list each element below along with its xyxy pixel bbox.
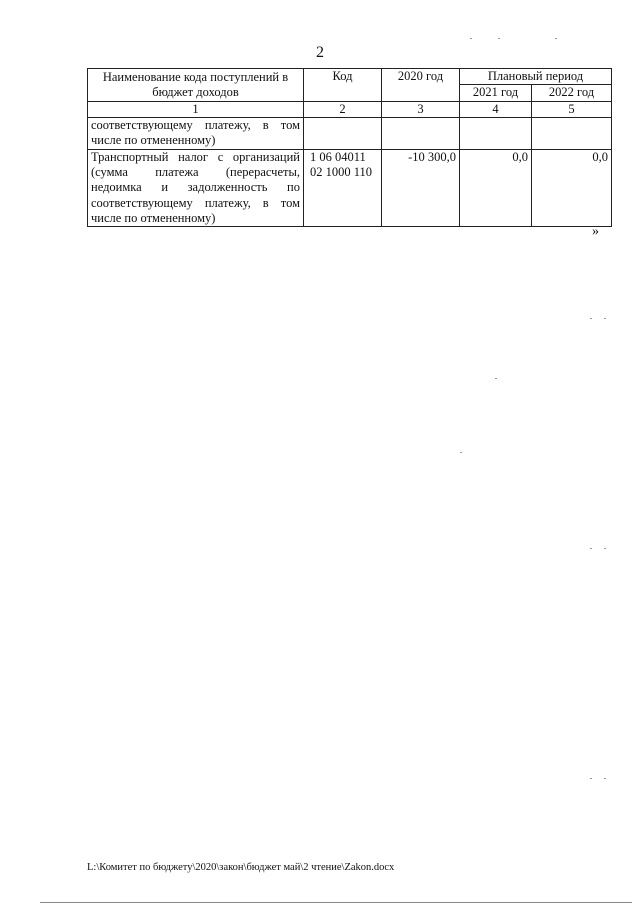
scan-speck — [590, 318, 592, 319]
scan-speck — [604, 548, 606, 549]
row-2022: 0,0 — [532, 149, 612, 226]
row-code — [304, 117, 382, 149]
row-2020 — [382, 117, 460, 149]
scan-speck — [590, 548, 592, 549]
col-number: 4 — [460, 101, 532, 117]
scan-speck — [495, 378, 497, 379]
header-2022: 2022 год — [532, 85, 612, 101]
col-number: 1 — [88, 101, 304, 117]
revenue-table — [87, 68, 612, 227]
col-number: 2 — [304, 101, 382, 117]
scan-speck — [555, 38, 557, 39]
scan-speck — [604, 778, 606, 779]
table-row — [88, 149, 612, 226]
header-name: Наименование кода поступлений в бюджет доходов — [88, 69, 304, 102]
scan-speck — [604, 318, 606, 319]
bottom-divider — [40, 902, 632, 903]
row-code: 1 06 04011 02 1000 110 — [304, 149, 382, 226]
header-2021: 2021 год — [460, 85, 532, 101]
col-number: 3 — [382, 101, 460, 117]
row-name: Транспортный налог с организаций (сумма платежа (перерасчеты, недоимка и задолженность по соответствующему платежу, в том числе по отмененному) — [88, 149, 304, 226]
row-2020: -10 300,0 — [382, 149, 460, 226]
scan-speck — [470, 38, 472, 39]
scan-speck — [460, 452, 462, 453]
header-plan-period: Плановый период — [460, 69, 612, 85]
header-code: Код — [304, 69, 382, 102]
row-2022 — [532, 117, 612, 149]
row-name: соответствующему платежу, в том числе по отмененному) — [88, 117, 304, 149]
column-numbers-row — [88, 101, 612, 117]
closing-quote: » — [592, 224, 599, 239]
scan-speck — [590, 778, 592, 779]
row-2021 — [460, 117, 532, 149]
header-2020: 2020 год — [382, 69, 460, 102]
page-number: 2 — [316, 44, 324, 61]
footer-file-path: L:\Комитет по бюджету\2020\закон\бюджет май\2 чтение\Zakon.docx — [87, 862, 395, 873]
col-number: 5 — [532, 101, 612, 117]
scan-speck — [498, 38, 500, 39]
row-2021: 0,0 — [460, 149, 532, 226]
table-row — [88, 117, 612, 149]
header-row-1 — [88, 69, 612, 85]
